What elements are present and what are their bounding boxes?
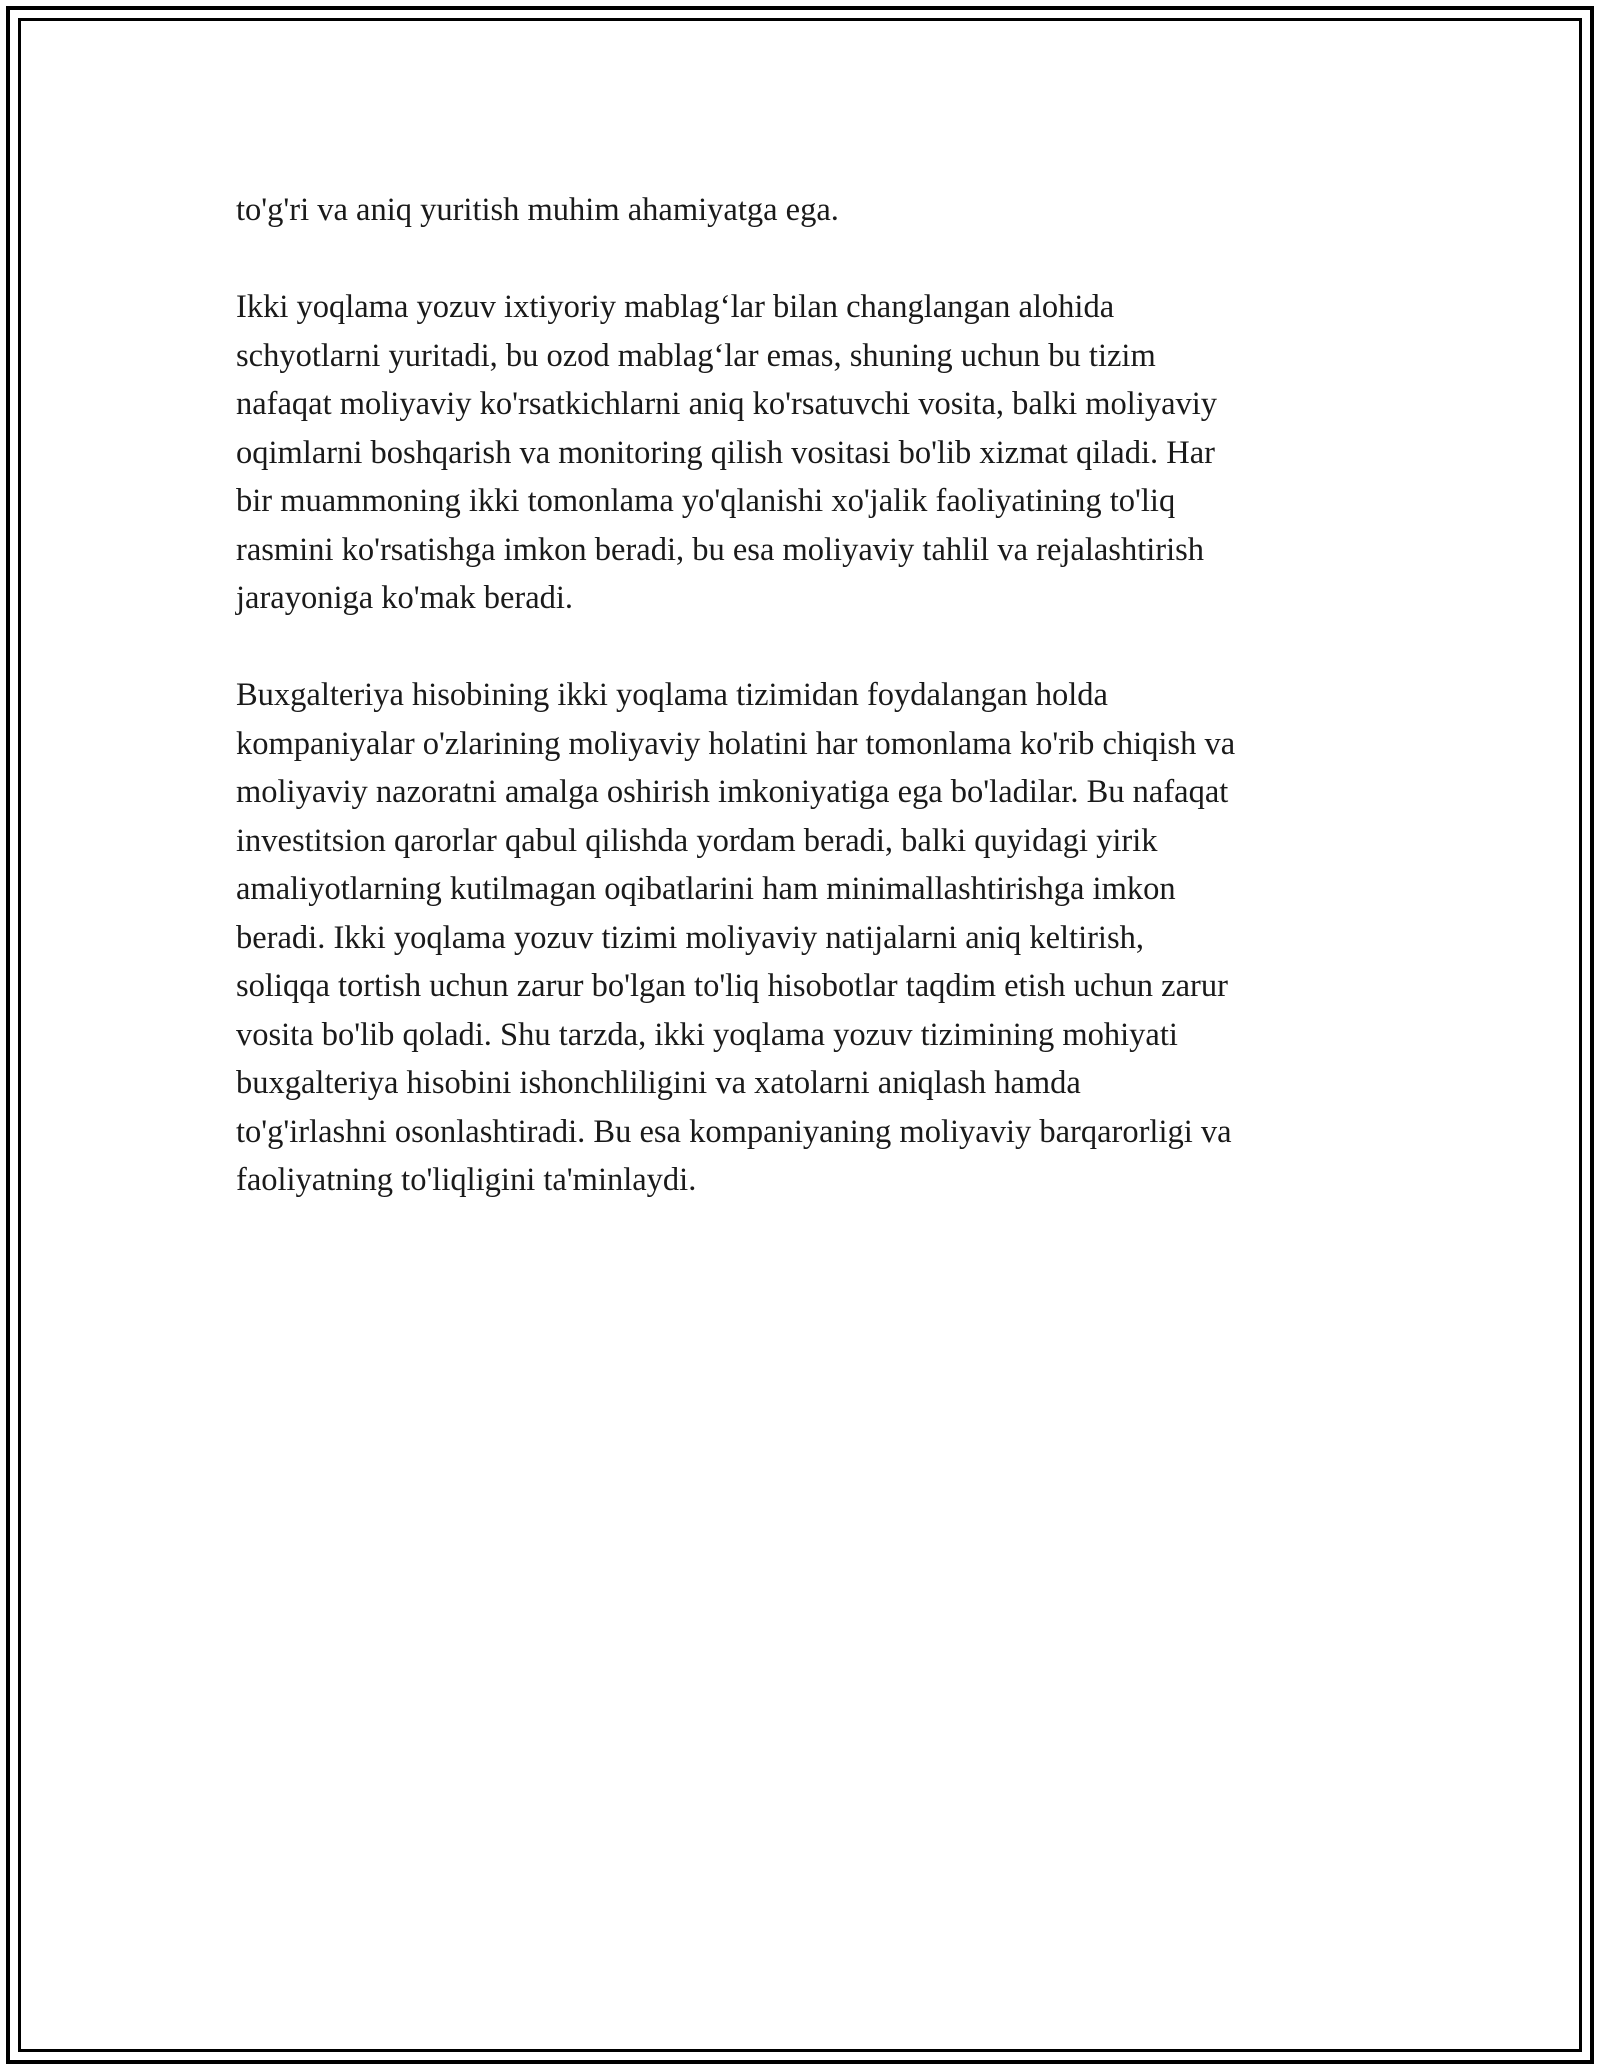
text-line: schyotlarni yuritadi, bu ozod mablag‘lar emas, shuning uchun bu tizim [236, 337, 1156, 374]
text-line: Buxgalteriya hisobining ikki yoqlama tizimidan foydalangan holda [236, 677, 1108, 713]
text-line: nafaqat moliyaviy ko'rsatkichlarni aniq ko'rsatuvchi vosita, balki moliyaviy [236, 386, 1218, 422]
text-line: to'g'ri va aniq yuritish muhim ahamiyatga ega. [236, 192, 839, 228]
document-body [236, 186, 1396, 1253]
paragraph-1 [236, 186, 1396, 235]
text-line: jarayoniga ko'mak beradi. [236, 580, 574, 616]
text-line: bir muammoning ikki tomonlama yo'qlanishi xo'jalik faoliyatining to'liq [236, 483, 1176, 519]
paragraph-3 [236, 671, 1396, 1205]
text-line: to'g'irlashni osonlashtiradi. Bu esa kompaniyaning moliyaviy barqarorligi va [236, 1113, 1232, 1150]
text-line: faoliyatning to'liqligini ta'minlaydi. [236, 1162, 697, 1198]
paragraph-2 [236, 283, 1396, 623]
text-line: Ikki yoqlama yozuv ixtiyoriy mablag‘lar bilan changlangan alohida [236, 289, 1115, 325]
text-line: investitsion qarorlar qabul qilishda yordam beradi, balki quyidagi yirik [236, 822, 1158, 859]
text-line: amaliyotlarning kutilmagan oqibatlarini ham minimallashtirishga imkon [236, 871, 1176, 907]
text-line: vosita bo'lib qoladi. Shu tarzda, ikki yoqlama yozuv tizimining mohiyati [236, 1016, 1178, 1053]
text-line: beradi. Ikki yoqlama yozuv tizimi moliyaviy natijalarni aniq keltirish, [236, 919, 1144, 956]
text-line: soliqqa tortish uchun zarur bo'lgan to'liq hisobotlar taqdim etish uchun zarur [236, 968, 1228, 1004]
text-line: kompaniyalar o'zlarining moliyaviy holatini har tomonlama ko'rib chiqish va [236, 725, 1236, 762]
text-line: oqimlarni boshqarish va monitoring qilish vositasi bo'lib xizmat qiladi. Har [236, 434, 1215, 471]
text-line: rasmini ko'rsatishga imkon beradi, bu esa moliyaviy tahlil va rejalashtirish [236, 531, 1205, 568]
text-line: moliyaviy nazoratni amalga oshirish imkoniyatiga ega bo'ladilar. Bu nafaqat [236, 774, 1229, 810]
text-line: buxgalteriya hisobini ishonchliligini va xatolarni aniqlash hamda [236, 1065, 1081, 1101]
